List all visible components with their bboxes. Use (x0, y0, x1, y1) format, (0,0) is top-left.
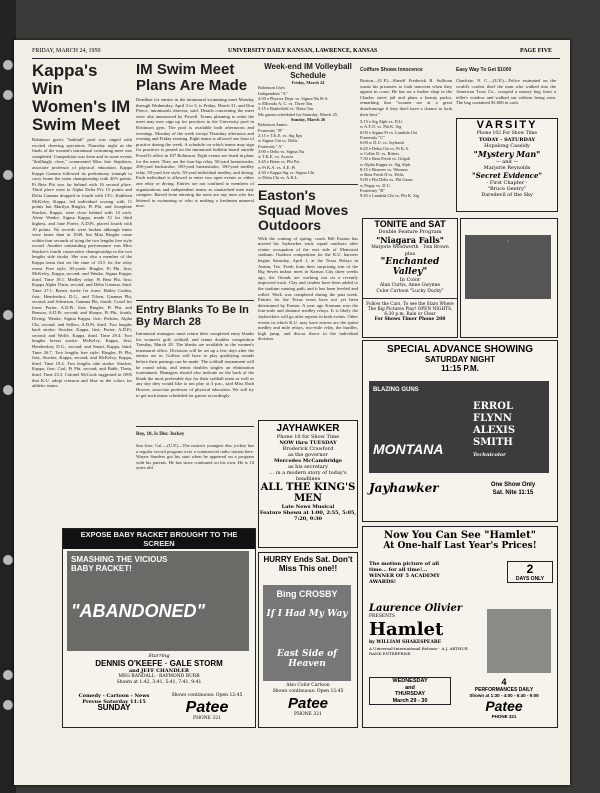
hamlet-dist: A Universal-International Release · A J. ARTHUR RANK ENTERPRISE (369, 646, 468, 656)
hamlet-when2: and (405, 684, 415, 691)
racket-movie: "ABANDONED" (71, 601, 206, 621)
tonite-color: In Color (399, 277, 421, 283)
racket-sunday: SUNDAY (97, 703, 131, 712)
entry-blanks-body: Intramural managers must return their completed entry blanks for women's golf, softball, and tennis doubles competition Tuesday, March 28. The blanks are available in the women's intramural office. Divisions will be set up a few days after the entries are in. Golfers will have to play qualifying rounds before their pairings can be made. The softball tournament will be round robin, and tennis doubles singles an elimination tournament. Managers should also indicate on the back of the blank the most preferable day for their softball team as well as any day they would like to not play at 4 p.m., said Miss Ruth Hoover, associate professor of physical education. We will try to get such teams scheduled for games accordingly. (136, 331, 254, 398)
tonite-ad: TONITE and SAT Double Feature Program "Niagara Falls" Marjorie Woodworth · Tom Brown plus "Enchanted Valley" In Color Alan Curtis, Anne Gwynne Color Cartoon "Lucky Ducky" Follow the Cars, To see the Stars Where The Big Pictures Play! OPEN NIGHTS, 6:30 p.m. Rain or Clear For Shows Timer Phone 208 (362, 218, 458, 338)
schedule-line: 4:30 e Physics Dept. vs. Sigma Nu B-A (258, 95, 328, 101)
special-cast1: ERROL FLYNN (473, 401, 513, 424)
racket-tag: SMASHING THE VICIOUS BABY RACKET! (71, 555, 168, 573)
hamlet-portrait (487, 609, 551, 673)
hamlet-dates: March 29 - 30 (392, 697, 428, 704)
varsity-short1: - First Chapter - (486, 180, 528, 186)
jayhawker-ad (258, 420, 358, 548)
hurry-movie: If I Had My Way (266, 609, 348, 619)
entry-blanks-headline: Entry Blanks To Be In By March 28 (136, 304, 249, 328)
masthead (32, 48, 560, 59)
special-when: Sat. Nite 11:15 (492, 490, 534, 496)
hamlet-perf1: 4 (501, 677, 507, 687)
tonite-sub: Double Feature Program (378, 229, 442, 235)
hamlet-notice: The motion picture of all time... for all time!... WINNER OF 5 ACADEMY AWARDS! (369, 561, 440, 585)
special-theater: Jayhawker (369, 481, 439, 495)
varsity-name: VARSITY (476, 119, 538, 131)
schedule-line: w Delta Chi vs. A.K.L. (258, 175, 299, 181)
kappa-body: Robinson gym's "bathtub" pool was ringed with excited cheering spectators Thursday night as the finals of the women's intramural swimming meet was completed. Competition was keen and in some events "thrillingly close," commented Miss Joie Stapleton, associate professor of physical education. Kappa Kappa Gamma followed its preliminary triumph to carry home the team championship with 40½ points. Pi Beta Phi was far behind with 16 second place. Third place went to Alpha Delta Pi's 15 points and Delta Gamma dropped to fourth with 13½. Kathleen McKelvy, Kappa, led individual scoring with 11 points but Marilyn Ringler, Pi Phi, and Josephine Stucker, Kappa, were close behind with 14 each. Alene Wenke, Sigma Kappa, made 13 for third highest, and Jane Porter, A.D.Pi, placed fourth with 10 points. No records were broken although times were faster than in 1949, but Miss Ringler came within four seconds of tying the two lengths free style record. Another outstanding performance was Miss Stucker's fourth consecutive championship in the two lengths side stroke. She was also a member of the Kappa team that set the time of 33.5 for the relay event. Free style, 30-yards: Ringler, Pi Phi, first; McKelvy, Kappa, second; and Wenke, Sigma Kappa, third. Time 18.1. Medley relay: Pi Beta Phi, first; Kappa Alpha Theta, second; and Delta Gamma, third. Time 27.1. Breast stroke for form: Hailey Corbin, first; Hendershot, D.G., and Tilsen, Gamma Phi, second; and Schneson, Gamma Phi, fourth. Crawl for form: Porter, A.D.Pi, first; Ringler, Pi Phi, and Benson, A.D.Pi, second; and Sharpe, Pi Phi, fourth. Diving: Wenke, Sigma Kappa, first; Perkins, Alpha Chi, second; and Sellers, A.D.Pi, third. Two lengths back stroke: Stucker, Kappa, first; Porter, A.D.Pi, second; and Wolfe, Kappa, third. Time 29.4. Two lengths breast stroke: McKelvy, Kappa, first; Hendershot, D.G., second; and Smart, Kappa, third. Time 26.7. Two lengths free style: Ringler, Pi Phi, first; Stucker, Kappa, second; and McKelvy, Kappa, third. Time 18.4. Two lengths side stroke: Stucker, Kappa, first; Carl, Pi Phi, second; and Babb, Theta, third. Time 23.3. Colonel McCook suggested in 1895 that K.U. adopt crimson and blue as the colors for athletic teams. (32, 137, 132, 389)
jayhawker-extra: Late News Musical (281, 504, 335, 510)
friday-heading: Friday, March 24 (291, 80, 325, 85)
varsity-phone: Phone 102 For Show Time (476, 131, 538, 136)
tonite-cast2: Alan Curtis, Anne Gwynne (379, 283, 441, 288)
kappa-headline: Kappa's Win Women's IM Swim Meet (32, 62, 131, 134)
jayhawker-line2: as his secretary (288, 464, 328, 470)
special-tag: BLAZING GUNS (373, 387, 419, 393)
special-show: One Show Only (490, 482, 536, 488)
hurry-star: Bing CROSBY (276, 589, 338, 599)
schedule-line: Robinson Gym (258, 85, 285, 91)
column-kappa-article (32, 62, 132, 527)
tonite-cast1: Marjorie Woodworth (371, 245, 419, 250)
paper-name: UNIVERSITY DAILY KANSAN, LAWRENCE, KANSAS (228, 48, 378, 54)
special-movie: MONTANA (373, 441, 444, 457)
special-showing-ad (362, 340, 558, 522)
abandoned-ad: EXPOSE BABY RACKET BROUGHT TO THE SCREEN SMASHING THE VICIOUS BABY RACKET! "ABANDONED" Starring DENNIS O'KEEFE · GALE STORM and JEFF CHANDLER MEG RANDALL · RAYMOND BURR Shown at 1:42, 3:41, 5:41, 7:41, 9:41 Comedy - Cartoon - News Prevue Saturday 11:15 SUNDAY Shows continuous: Open 12:45 Patee PHONE 321 (62, 528, 256, 728)
racket-banner: EXPOSE BABY RACKET BROUGHT TO THE SCREEN (63, 529, 255, 549)
schedule-line: w Elltvado A. C. vs. Three Tau (258, 101, 313, 107)
special-color: Technicolor (473, 452, 506, 458)
schedule-line: 6:45 e Delta Chi vs. Pi K.A. (360, 145, 410, 151)
schedule-line: w Pegay vs. D.U. (360, 182, 391, 188)
jayhawker-times: Feature Shown at 1:00, 2:55, 5:05, 7:20, 9:30 (259, 510, 357, 522)
schedule-title: Week-end IM Volleyball Schedule (264, 62, 352, 80)
hurry-open: Shows continuous: Open 12:45 (272, 689, 344, 694)
hurry-title: HURRY Ends Sat. Don't Miss This one!! (263, 555, 353, 573)
schedule-line: 5:15 e Battlefield vs. Theta Tau (258, 106, 314, 112)
schedule-line: 2:15 e T.K.E. vs. Sig Eps (258, 132, 303, 138)
racket-starring: Starring (148, 653, 170, 659)
hamlet-daysnum: 2 (526, 562, 534, 576)
racket-theater: Patee (185, 699, 229, 716)
sunmon-ad: · (460, 218, 558, 338)
schedule-line: w A.T.O. vs. Phi K. Sig (360, 124, 402, 130)
schedule-line: 6:00 e Sigma Pi vs. Lambda Chi (360, 129, 417, 135)
schedule-line: Fraternity "C" (360, 135, 385, 141)
hamlet-phone: PHONE 321 (491, 714, 517, 719)
disc-jockey-headline: Boy, 10, Is Disc Jockey (136, 432, 185, 437)
volleyball-schedule (258, 62, 358, 181)
jayhawker-title: JAYHAWKER (276, 423, 340, 434)
jayhawker-movie: ALL THE KING'S MEN (260, 482, 356, 504)
racket-shows: Shown at 1:42, 3:41, 5:41, 7:41, 9:41 (116, 680, 202, 685)
special-time: 11:15 P.M. (441, 364, 479, 373)
varsity-days: TODAY - SATURDAY (478, 137, 536, 143)
schedule-line: w Alpha Kappa vs. Sig Alph (360, 161, 411, 167)
hamlet-theater: Patee (485, 698, 523, 714)
tonite-film1: "Niagara Falls" (376, 235, 444, 245)
hurry-extra: Also Color Cartoon (286, 683, 330, 688)
hamlet-times: Shown at 1:30 - 4:00 - 6:40 - 9:05 (469, 693, 539, 698)
tonite-and: plus (404, 251, 416, 257)
column-coiffure (360, 62, 452, 217)
tonite-film2: "Enchanted Valley" (380, 257, 440, 277)
varsity-star2: Marjorie Reynolds (483, 165, 531, 171)
tonite-cartoon: Color Cartoon "Lucky Ducky" (376, 289, 444, 294)
hamlet-presents: PRESENTS (369, 614, 396, 619)
schedule-line: Robinson Annex (258, 122, 288, 128)
racket-prevue: Prevue Saturday 11:15 (82, 699, 146, 705)
hurry-theater: Patee (287, 695, 329, 712)
special-cast2: ALEXIS SMITH (473, 425, 516, 448)
jayhawker-now: NOW thru TUESDAY (279, 440, 337, 446)
im-swim-headline: IM Swim Meet Plans Are Made (136, 62, 248, 94)
schedule-line: 5:15 e Sig Alph vs. D.U. (360, 119, 404, 125)
racket-cast3: and JEFF CHANDLER (128, 668, 190, 674)
column-im-swim (136, 62, 254, 527)
schedule-line: Independent "A" (258, 90, 288, 96)
schedule-line: w Cellar D. vs. Ritters (360, 150, 400, 156)
tonite-cast1b: Tom Brown (422, 245, 449, 250)
schedule-line: 9:45 e Lambda Chi vs. Phi K. Sig (360, 193, 420, 199)
special-day: SATURDAY NIGHT (424, 355, 496, 364)
hamlet-star: Laurence Olivier (369, 603, 463, 614)
schedule-line: Mo games scheduled for Saturday, March 25. (258, 111, 338, 117)
varsity-title2: "Secret Evidence" (471, 171, 543, 180)
varsity-star: Hopalong Cassidy (484, 143, 530, 149)
tonite-note: Follow the Cars, To see the Stars Where The Big Pictures Play! OPEN NIGHTS, 6:30 p.m. Rain or Clear (366, 302, 454, 317)
hamlet-days: DAYS ONLY (515, 576, 545, 582)
racket-cast1: DENNIS O'KEEFE (95, 659, 163, 668)
schedule-line: w Pi K.A. vs. A.E. Pi (258, 164, 296, 170)
column-easy-way (456, 62, 556, 117)
jayhawker-line3: ... in a modern story of today's headlines (269, 470, 347, 482)
column-volleyball (258, 62, 358, 427)
racket-shorts: Comedy - Cartoon - News (78, 693, 150, 699)
hurry-movie2: East Side of Heaven (277, 649, 337, 669)
jayhawker-phone: Phone 10 for Show Time (276, 434, 340, 440)
schedule-line: w T.K.E. vs. Acacia (258, 154, 293, 160)
issue-date: FRIDAY, MARCH 24, 1950 (32, 48, 101, 54)
easton-headline: Easton's Squad Moves Outdoors (258, 186, 349, 233)
schedule-line: 9:00 e Phi Delts vs. Phi Gams (360, 177, 413, 183)
jayhawker-star: Broderick Crawford (282, 446, 334, 452)
special-title: SPECIAL ADVANCE SHOWING (387, 344, 533, 355)
schedule-line: 8:15 e Beavers vs. Winners (360, 166, 408, 172)
hurry-phone: PHONE 321 (294, 712, 322, 717)
schedule-line: 3:45 e Betas vs. Phi Psi (258, 159, 300, 165)
varsity-title: "Mystery Man" (473, 149, 541, 159)
schedule-line: w Beta Fresh II vs. Delts (360, 172, 404, 178)
easton-body: With the coming of spring, coach Bill Easton has moved his Jayhawker track squad outdoors after winter occupation of the east side of Memorial stadium. Outdoor competition for the K.U. harriers begins Saturday, April 1, at the Texas Relays in Austin, Tex. Fresh from their surprising win of the Big Seven indoor meet in Kansas City three weeks ago, the Oreads are working out on a recently improved track. Clay and cinders have been added to the stadium running path, and it has been leveled and rolled. Work was completed during the past week. Entries for the Texas event have not yet been determined by Easton. A year ago Kansans won the four-mile and distance medley relays. It is likely the Jayhawkers will go after repeats in both events. Other events in which K.U. may have entries are the sprint medley and mile relays, two-mile relay, the hurdles, high jump, and discus throw in the individual division. (258, 235, 358, 342)
racket-open: Shows continuous: Open 12:45 (171, 693, 243, 698)
hamlet-ad (362, 526, 558, 728)
hamlet-when3: THURSDAY (394, 691, 426, 697)
sunday-heading: Sunday, March 26 (290, 117, 326, 123)
easyway-body: Charlotte, N. C.—(U.P.)—Police estimated on the world's coolest thief the man who walked into the American Trust Co., scooped a money bag from a teller's window and walked out without being seen. The bag contained $1,000 in cash. (456, 78, 556, 106)
schedule-line: 4:30 e Kappa Sig vs. Sigma Chi (258, 170, 315, 176)
schedule-line: 7:30 e Beta Fresh vs. Gilgoh (360, 156, 411, 162)
varsity-and: — and — (495, 159, 519, 165)
racket-phone: PHONE 321 (193, 716, 221, 721)
easyway-headline: Easy Way To Get $1000 (456, 67, 512, 73)
racket-cast2: GALE STORM (169, 659, 223, 668)
im-swim-body: Deadline for entries in the intramural swimming meet Monday through Wednesday, April 3 to 5, is Friday, March 31, and Don Pierce, intramurals director, said. Details concerning the meet were also announced by Powell. Teams planning to enter the meet may now sign up for practices in the University pool in Robinson gym. The pool is available both afternoons and evenings. Monday of the week except Thursday afternoon and evening and Friday evening. Eight teams is allowed one hour of practice during the week. A schedule on which teams may sign for practices is posted on the intramural bulletin board outside Powell's office in 107 Robinson. Eight events are listed in plans for the meet. They are the four-lap relay, 50-yard breaststroke, 200-yard backstroke, 100-yard breaststroke, 100-yard medley relay, 50-yard free style, 50-yard individual medley, and diving. Each individual is allowed to enter two open events or either one relay or diving. Entries are not confined to members of organizations and independent teams as unattached men may compete. Barred from entering the meet are any men who has lettered in swimming or who is making a freshman numeral now. (136, 97, 254, 209)
hamlet-perf2: PERFORMANCES DAILY (474, 687, 534, 693)
schedule-line: Fraternity "B" (258, 127, 283, 133)
disc-jockey-body: San Jose, Cal.—(U.P.)—The nation's youngest disc jockey has a regular record program over a commercial radio station here. Wayne Sanders got his start when he appeared on a program with his parents. He has since continued on his own. He is 10 years old. (136, 443, 254, 471)
hurry-ad (258, 552, 358, 728)
page-number: PAGE FIVE (520, 48, 553, 54)
hamlet-movie: Hamlet (369, 619, 444, 640)
hamlet-title: Now You Can See "Hamlet" (384, 530, 536, 541)
hamlet-author: by WILLIAM SHAKESPEARE (369, 640, 442, 645)
racket-cast4: MEG RANDALL · RAYMOND BURR (118, 674, 200, 679)
schedule-line: 3:00 e Delts vs. Sigma Nu (258, 148, 305, 154)
tonite-showtime: For Shows Timer Phone 208 (374, 317, 446, 322)
hamlet-subtitle: At One-half Last Year's Prices! (383, 541, 537, 551)
coiffure-body: Boston—(U.P.)—Sheriff Frederick R. Sullivan wants his prisoners to look innocent when they appear in court. He has set a barber shop in the Charles street jail and plans a beauty parlor, remarking that "women are at a great disadvantage if they don't have a chance to look their best." (360, 78, 452, 117)
coiffure-headline: Coiffure Shows Innocence (360, 67, 423, 73)
jayhawker-star2: Mercedes McCambridge (273, 458, 343, 464)
schedule-line: Fraternity "A" (258, 143, 284, 149)
tonite-title: TONITE and SAT (374, 219, 446, 229)
schedule-line: Fraternity "B" (360, 188, 385, 194)
hamlet-when1: WEDNESDAY (392, 678, 428, 684)
schedule-line: w Sigma Chi vs. Delts (258, 138, 298, 144)
varsity-short2: "Bruce Gentry" (487, 186, 527, 192)
varsity-ad (456, 118, 558, 212)
varsity-short3: Daredevil of the Sky (481, 192, 533, 198)
schedule-line: 6:00 w D.U. vs. Jayhawk (360, 140, 405, 146)
jayhawker-line1: as the governor (288, 452, 328, 458)
